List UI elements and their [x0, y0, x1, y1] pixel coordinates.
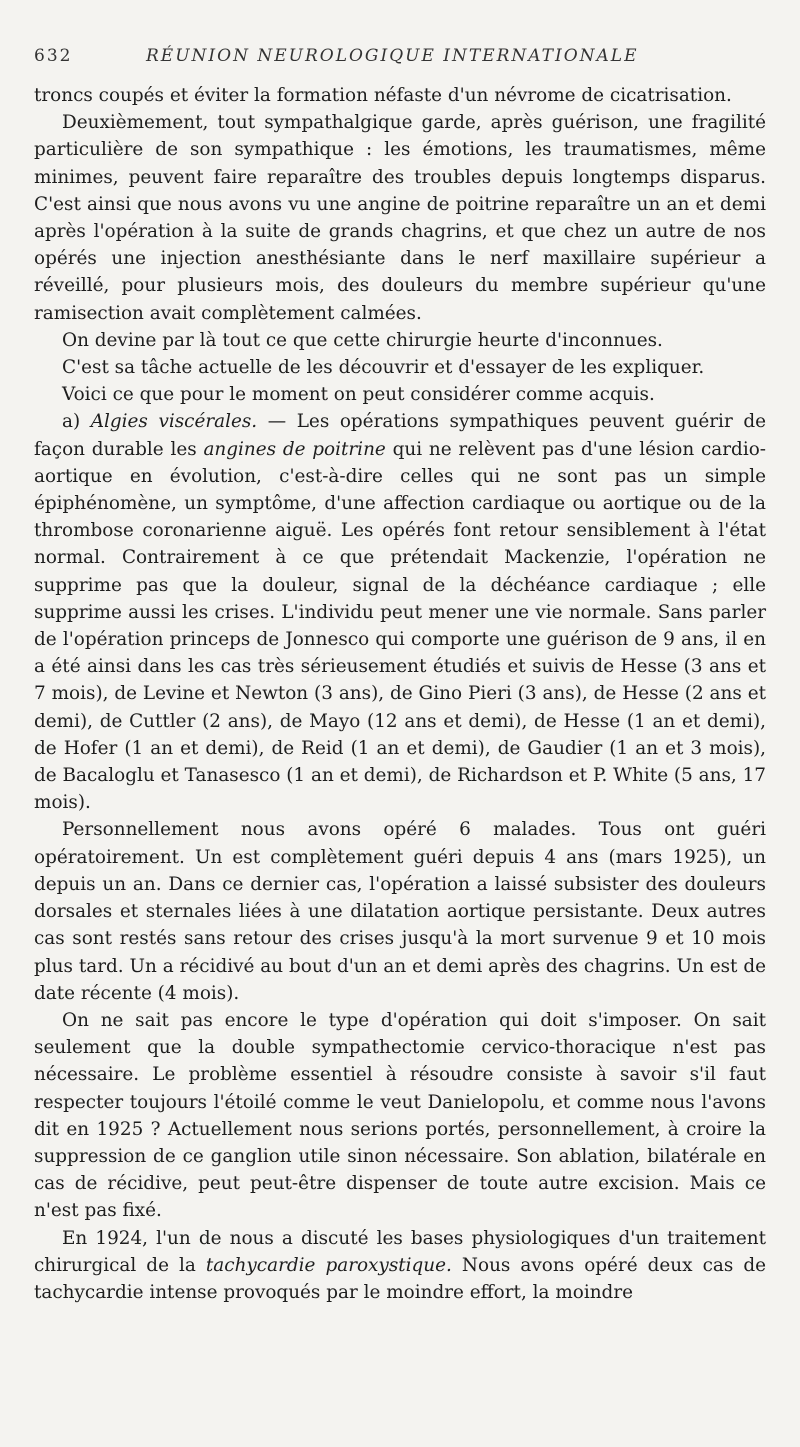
body-text [34, 82, 766, 1306]
paragraph-text: Nous avons opéré deux cas de tachycardie intense provoqués par le moindre effort, la moindre [34, 1254, 766, 1303]
paragraph: Personnellement nous avons opéré 6 malades. Tous ont guéri opératoirement. Un est complètement guéri depuis 4 ans (mars 1925), un depuis un an. Dans ce dernier cas, l'opération a laissé subsister des douleurs dorsales et sternales liées à une dilatation aortique persistante. Deux autres cas sont restés sans retour des crises jusqu'à la mort survenue 9 et 10 mois plus tard. Un a récidivé au bout d'un an et demi après des chagrins. Un est de date récente (4 mois). [34, 819, 766, 1004]
running-title: RÉUNION NEUROLOGIQUE INTERNATIONALE [146, 46, 639, 66]
paragraph: Voici ce que pour le moment on peut considérer comme acquis. [62, 384, 655, 406]
paragraph-text: — Les opérations sympathiques peuvent guérir de façon durable les [34, 411, 766, 460]
paragraph-text: qui ne relèvent pas d'une lésion cardio-aortique en évolution, c'est-à-dire celles qui ne sont pas un simple épiphénomène, un symptôme, d'une affection cardiaque ou aortique ou de la thrombose coronarienne aiguë. Les opérés font retour sensiblement à l'état normal. Contrairement à ce que prétendait Mackenzie, l'opération ne supprime pas que la douleur, signal de la déchéance cardiaque ; elle supprime aussi les crises. L'individu peut mener une vie normale. Sans parler de l'opération princeps de Jonnesco qui comporte une guérison de 9 ans, il en a été ainsi dans les cas très sérieusement étudiés et suivis de Hesse (3 ans et 7 mois), de Levine et Newton (3 ans), de Gino Pieri (3 ans), de Hesse (2 ans et demi), de Cuttler (2 ans), de Mayo (12 ans et demi), de Hesse (1 an et demi), de Hofer (1 an et demi), de Reid (1 an et demi), de Gaudier (1 an et 3 mois), de Bacaloglu et Tanasesco (1 an et demi), de Richardson et P. White (5 ans, 17 mois). [34, 438, 766, 814]
paragraph-continuation: troncs coupés et éviter la formation néfaste d'un névrome de cicatrisation. [34, 85, 732, 106]
emphasis-term: tachycardie paroxystique. [205, 1254, 452, 1276]
paragraph-visceral-algias [34, 408, 766, 816]
emphasis-term: angines de poitrine [203, 438, 386, 460]
paragraph: On devine par là tout ce que cette chirurgie heurte d'inconnues. [62, 329, 663, 351]
paragraph-tachycardia [34, 1225, 766, 1307]
paragraph: On ne sait pas encore le type d'opération qui doit s'imposer. On sait seulement que la double sympathectomie cervico-thoracique n'est pas nécessaire. Le problème essentiel à résoudre consiste à savoir s'il faut respecter toujours l'étoilé comme le veut Danielopolu, et comme nous l'avons dit en 1925 ? Actuellement nous serions portés, personnellement, à croire la suppression de ce ganglion utile sinon nécessaire. Son ablation, bilatérale en cas de récidive, peut peut-être dispenser de toute autre excision. Mais ce n'est pas fixé. [34, 1009, 766, 1222]
paragraph: C'est sa tâche actuelle de les découvrir et d'essayer de les expliquer. [62, 357, 705, 379]
section-lead: a) [62, 411, 91, 433]
paragraph: Deuxièmement, tout sympathalgique garde, après guérison, une fragilité particulière de son sympathique : les émotions, les traumatismes, même minimes, peuvent faire reparaître des troubles depuis longtemps disparus. C'est ainsi que nous avons vu une angine de poitrine reparaître un an et demi après l'opération à la suite de grands chagrins, et que chez un autre de nos opérés une injection anesthésiante dans le nerf maxillaire supérieur a réveillé, pour plusieurs mois, des douleurs du membre supérieur qu'une ramisection avait complètement calmées. [34, 112, 766, 324]
page-number: 632 [34, 46, 73, 66]
paragraph-text: En 1924, l'un de nous a discuté les bases physiologiques d'un traitement chirurgical de la [34, 1227, 766, 1276]
section-heading: Algies viscérales. [90, 411, 258, 433]
